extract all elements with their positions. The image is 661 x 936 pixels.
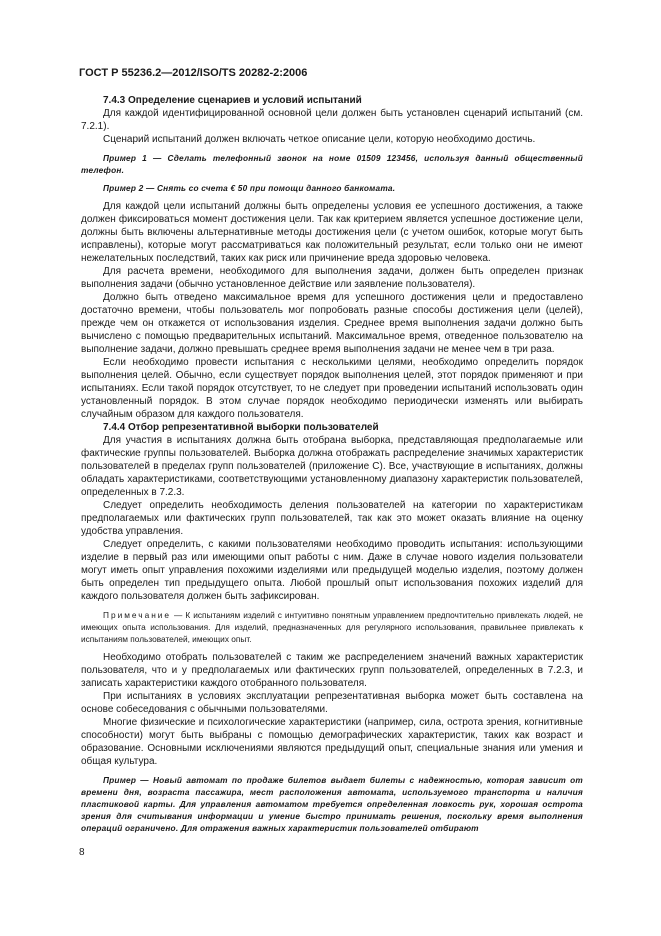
- note: [81, 609, 583, 645]
- paragraph: Для каждой цели испытаний должны быть определены условия ее успешного достижения, а также должен фиксироваться момент достижения цели. Так как критерием является успешное достижение цели, должны быть включены альтернативные методы достижения цели (с учетом ошибок, которые могут быть исправлены), которые могут рассматриваться как положительный результат, если только они не имеют нежелательных последствий, таких как риск или причинение вреда здоровью человека.: [81, 201, 583, 264]
- paragraph: При испытаниях в условиях эксплуатации репрезентативная выборка может быть составлена на основе собеседования с обычными пользователями.: [81, 691, 583, 715]
- paragraph: Для каждой идентифицированной основной цели должен быть установлен сценарий испытаний (см. 7.2.1).: [81, 108, 583, 132]
- paragraph: Для расчета времени, необходимого для выполнения задачи, должен быть определен признак выполнения задачи (обычно установленное действие или заявление пользователя).: [81, 266, 583, 290]
- paragraph: Если необходимо провести испытания с несколькими целями, необходимо определить порядок выполнения целей. Обычно, если существует порядок выполнения целей, этот порядок применяют и при испытаниях. Если такой порядок отсутствует, то не следует при проведении испытаний использовать один установленный порядок. В этом случае порядок необходимо периодически изменять или выбирать случайным образом для каждого пользователя.: [81, 357, 583, 420]
- paragraph: Следует определить, с какими пользователями необходимо проводить испытания: использующими изделие в первый раз или имеющими опыт работы с ним. Даже в случае нового изделия пользователи могут иметь опыт управления похожими изделиями или предыдущей моделью изделия, поэтому должен быть определен тип предыдущего опыта. Любой прошлый опыт использования похожих изделий для каждого пользователя должен быть зафиксирован.: [81, 539, 583, 602]
- paragraph: Сценарий испытаний должен включать четкое описание цели, которую необходимо достичь.: [103, 134, 536, 145]
- document-header: ГОСТ Р 55236.2—2012/ISO/TS 20282-2:2006: [79, 67, 308, 79]
- paragraph: Следует определить необходимость деления пользователей на категории по характеристикам предполагаемых или фактических групп пользователей, так как это может оказать влияние на оценку удобства управления.: [81, 500, 583, 537]
- section-heading-7-4-4: 7.4.4 Отбор репрезентативной выборки пользователей: [103, 422, 379, 433]
- page-body: [81, 94, 583, 834]
- note-text: — К испытаниям изделий с интуитивно понятным управлением предпочтительно привлекать людей, не имеющих опыта использования. Для изделий, предназначенных для регулярного использования, правильнее привлекать к испытаниям пользователей, имеющих опыт.: [81, 610, 583, 644]
- section-heading-7-4-3: 7.4.3 Определение сценариев и условий испытаний: [103, 95, 362, 106]
- paragraph: Необходимо отобрать пользователей с таким же распределением значений важных характеристик пользователя, что и у предполагаемых или фактических групп пользователей, определенных в 7.2.3, и записать характеристики каждого отобранного пользователя.: [81, 652, 583, 689]
- paragraph: Многие физические и психологические характеристики (например, сила, острота зрения, когнитивные способности) могут быть выбраны с помощью демографических характеристик, таких как возраст и образование. Основными исключениями являются предыдущий опыт, специальные знания или умения и общая культура.: [81, 717, 583, 767]
- paragraph: Для участия в испытаниях должна быть отобрана выборка, представляющая предполагаемые или фактические группы пользователей. Выборка должна отображать распределение значимых характеристик пользователей в пределах групп пользователей (приложение С). Все, участвующие в испытаниях, должны обладать характеристиками, соответствующими установленному диапазону характеристик пользователей, определенных в 7.2.3.: [81, 435, 583, 498]
- page-number: 8: [79, 847, 85, 858]
- example-1: Пример 1 — Сделать телефонный звонок на номе 01509 123456, используя данный общественный телефон.: [81, 153, 583, 175]
- example-2: Пример 2 — Снять со счета € 50 при помощи данного банкомата.: [103, 183, 396, 193]
- note-label: Примечание: [103, 610, 172, 620]
- paragraph: Должно быть отведено максимальное время для успешного достижения цели и предоставлено достаточно времени, чтобы пользователь мог попробовать разные способы достижения цели (целей), прежде чем он откажется от использования изделия. Среднее время выполнения задачи должно быть вычислено с помощью предварительных испытаний. Максимальное время, отведенное пользователю на выполнение задачи, должно превышать среднее время выполнения задачи не менее чем в три раза.: [81, 292, 583, 355]
- example-ticket-machine: Пример — Новый автомат по продаже билетов выдает билеты с надежностью, которая зависит от времени дня, возраста пассажира, мест расположения автомата, используемого транспорта и наличия пластиковой карты. Для управления автоматом требуется определенная ловкость рук, хорошая острота зрения для считывания информации и умение быстро принимать решения, поскольку время выполнения операций ограничено. Для отражения важных характеристик пользователей отбирают: [81, 775, 583, 833]
